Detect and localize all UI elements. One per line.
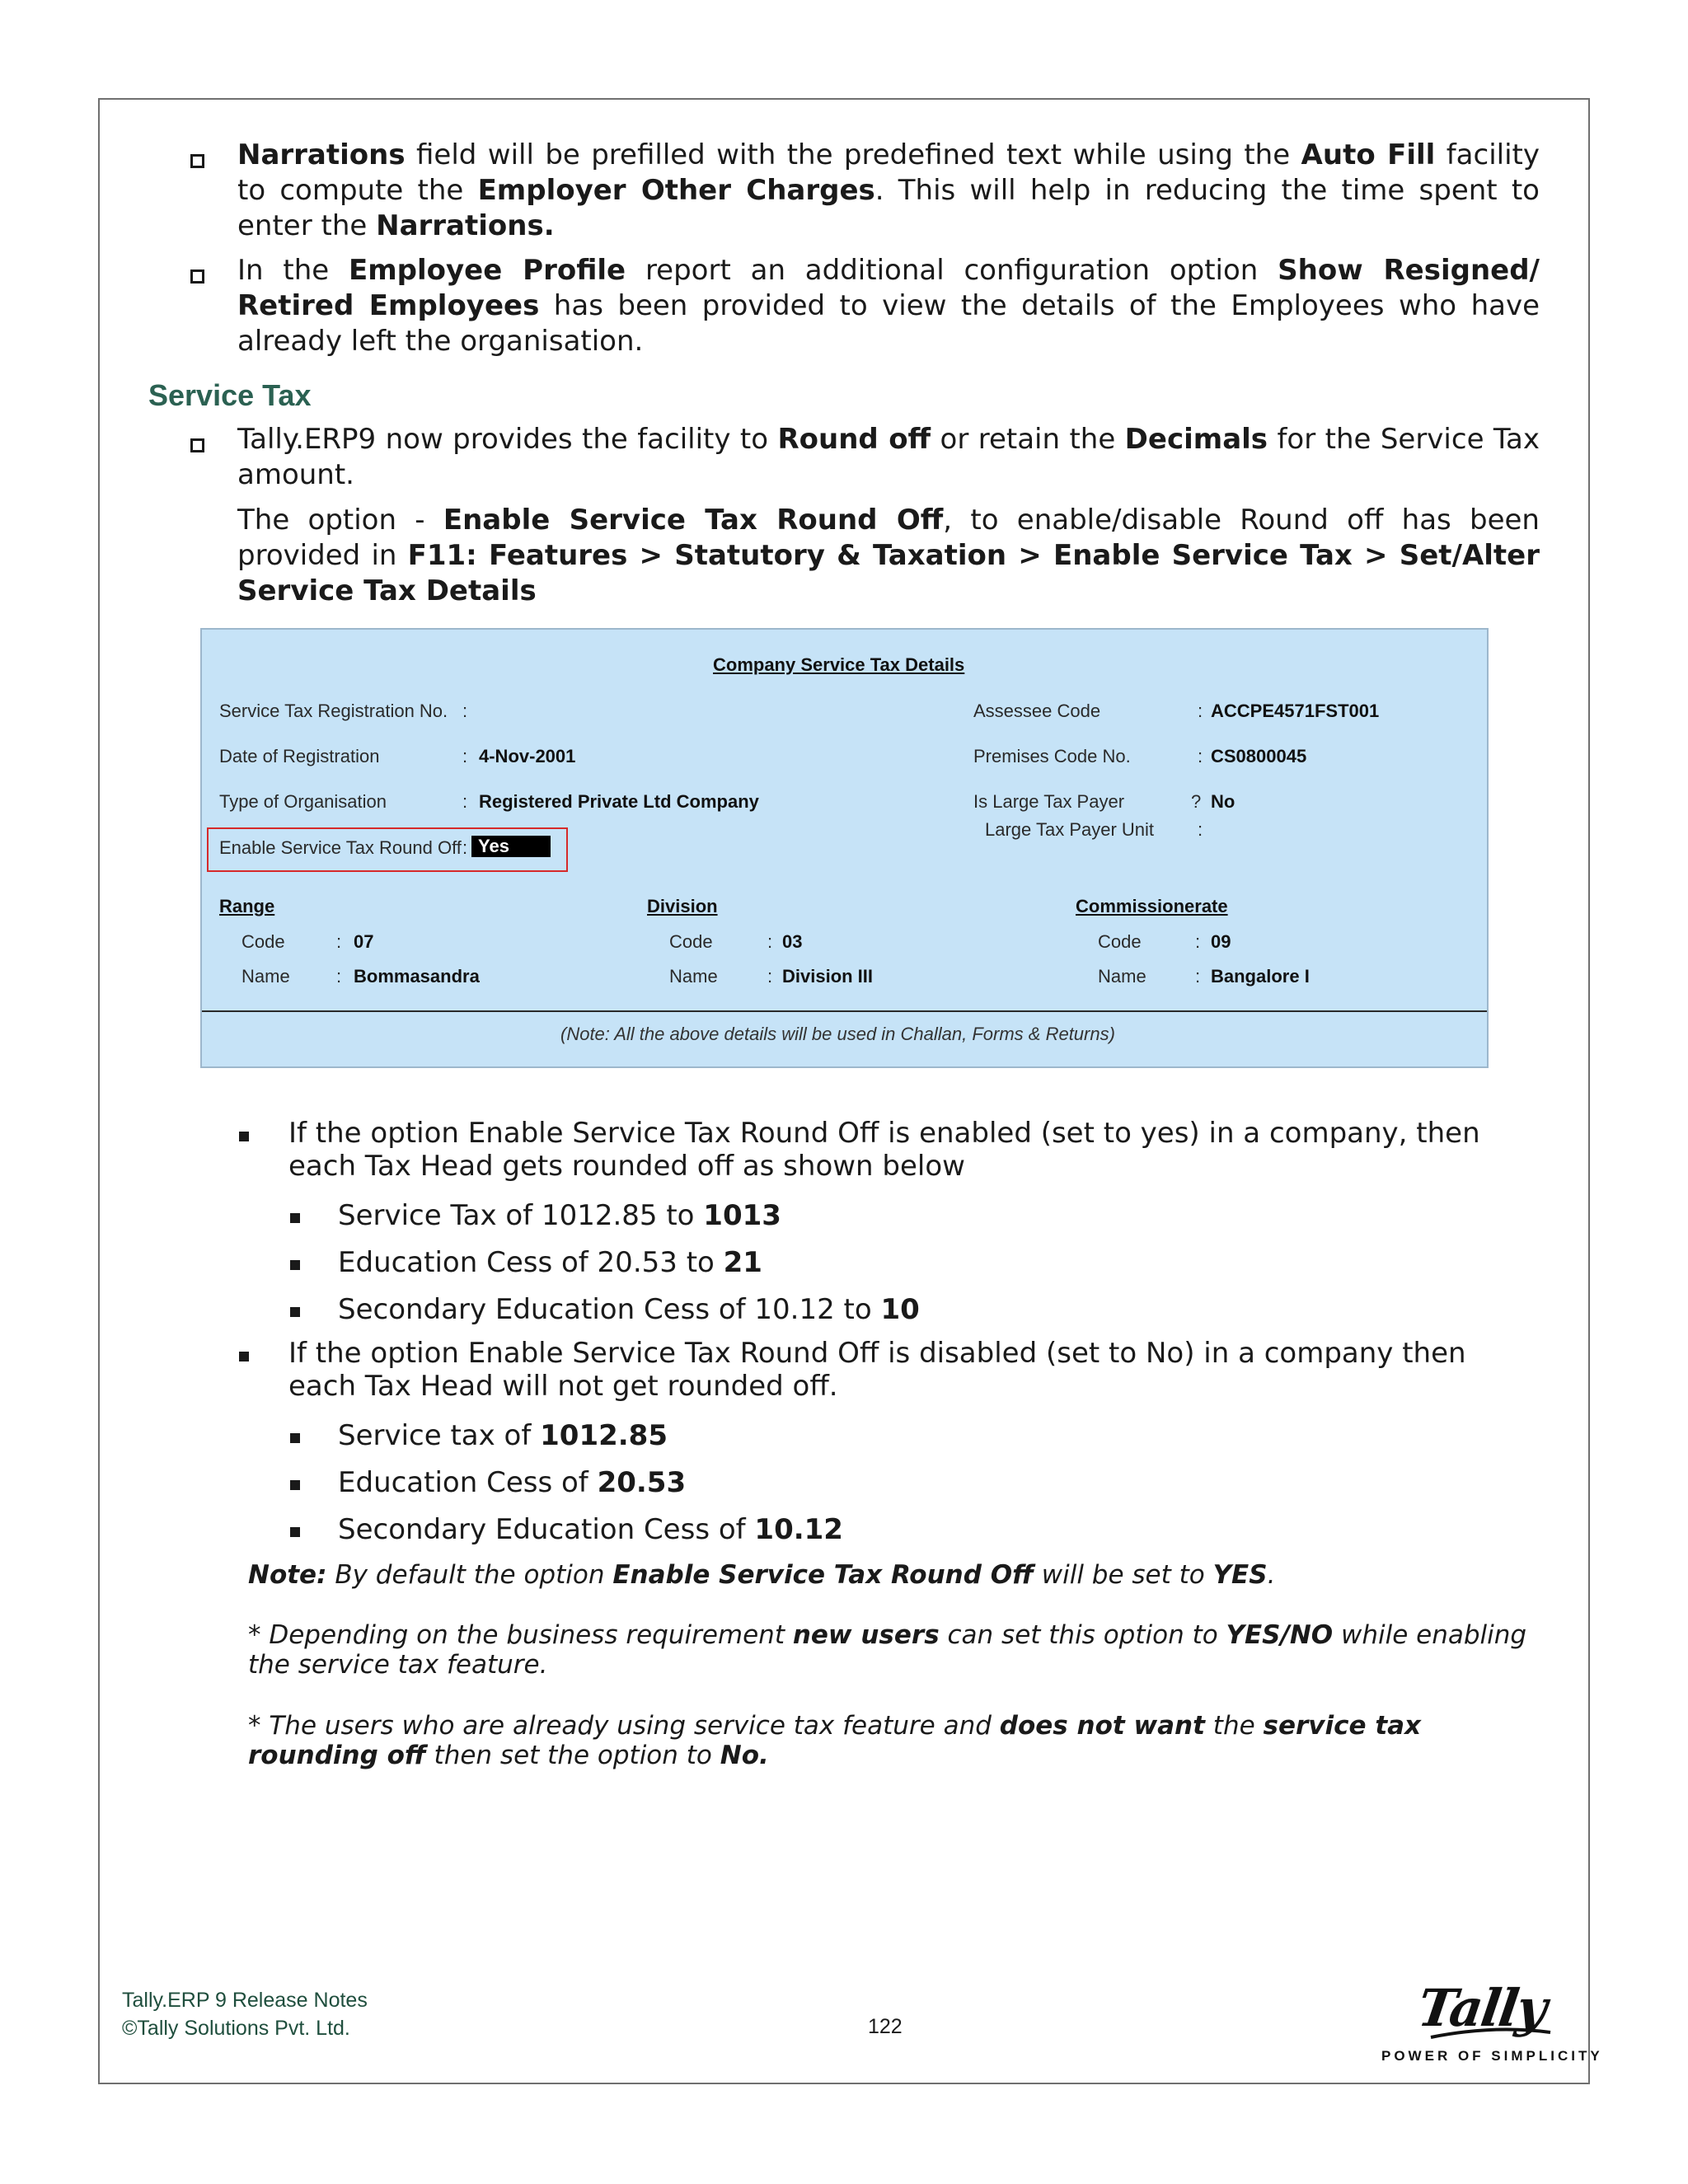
premises-label: Premises Code No. (973, 746, 1131, 766)
date-sep: : (462, 746, 468, 766)
range-code-label: Code (241, 931, 285, 952)
date-label: Date of Registration (219, 746, 380, 766)
bold-run: Note: (248, 1560, 327, 1590)
disabled-item-education-cess: Education Cess of 20.53 (338, 1466, 687, 1499)
bold-run: service tax rounding off (248, 1711, 1422, 1770)
text-run: * The users who are already using service tax feature and (248, 1711, 1000, 1741)
bold-run: Narrations. (376, 209, 555, 242)
text-run: report an additional configuration option (626, 254, 1278, 287)
bullet-marker (290, 1433, 300, 1443)
bullet-marker (290, 1260, 300, 1270)
logo-swoosh (1381, 1978, 1564, 2044)
text-run: By default the option (326, 1560, 613, 1590)
bold-run: F11: Features > Statutory & Taxation > Enable Service Tax > Set/Alter Service Tax Details (237, 539, 1540, 607)
text-run: The option - (237, 504, 443, 537)
page-number: 122 (868, 2015, 903, 2038)
large-payer-value: No (1211, 791, 1236, 812)
text-run: , to enable/disable Round off has been provided in (237, 504, 1540, 572)
bullet-narrations (237, 138, 1540, 244)
text-run: will be set to (1033, 1560, 1213, 1590)
range-code-value: 07 (354, 931, 374, 952)
date-value: 4-Nov-2001 (479, 746, 576, 766)
footer-left (122, 1986, 368, 2042)
screen-title: Company Service Tax Details (713, 654, 965, 675)
bold-run: YES/NO (1226, 1620, 1334, 1650)
division-name-label: Name (669, 966, 718, 987)
assessee-value: ACCPE4571FST001 (1211, 701, 1380, 721)
bold-run: No. (720, 1741, 769, 1770)
bullet-marker (239, 1352, 249, 1361)
range-title: Range (219, 896, 275, 916)
option-paragraph (237, 503, 1540, 609)
division-code-value: 03 (782, 931, 803, 952)
bullet-round-off (237, 422, 1540, 493)
comm-code-value: 09 (1211, 931, 1231, 952)
bold-run: Show Resigned/ Retired Employees (237, 254, 1540, 322)
text-run: can set this option to (939, 1620, 1226, 1650)
text-run: facility to compute the (237, 138, 1540, 207)
division-name-sep: : (767, 966, 773, 987)
logo-wordmark: Tally (1414, 1978, 1550, 2038)
enabled-item-education-cess: Education Cess of 20.53 to 21 (338, 1246, 762, 1279)
enabled-case-text: If the option Enable Service Tax Round Off is enabled (set to yes) in a company, then each Tax Head gets rounded off as shown below (288, 1117, 1480, 1183)
range-code-sep: : (336, 931, 342, 952)
round-off-label: Enable Service Tax Round Off (219, 837, 462, 858)
round-off-sep: : (462, 837, 468, 858)
bold-run: Employee Profile (349, 254, 626, 287)
note-existing-users (248, 1711, 1534, 1770)
comm-code-sep: : (1195, 931, 1201, 952)
bullet-marker (290, 1307, 300, 1317)
org-value: Registered Private Ltd Company (479, 791, 759, 812)
division-name-value: Division III (782, 966, 874, 987)
text-run: then set the option to (425, 1741, 720, 1770)
comm-name-label: Name (1098, 966, 1146, 987)
large-unit-sep: : (1198, 819, 1203, 840)
bold-run: new users (792, 1620, 940, 1650)
disabled-item-secondary-cess: Secondary Education Cess of 10.12 (338, 1513, 843, 1546)
disabled-item-service-tax: Service tax of 1012.85 (338, 1419, 668, 1452)
large-unit-label: Large Tax Payer Unit (985, 819, 1155, 840)
reg-no-label: Service Tax Registration No. (219, 701, 448, 721)
comm-name-value: Bangalore I (1211, 966, 1310, 987)
division-title: Division (647, 896, 718, 916)
bold-run: Enable Service Tax Round Off (612, 1560, 1034, 1590)
bullet-marker (290, 1480, 300, 1490)
bullet-marker (290, 1213, 300, 1223)
bullet-marker (290, 1527, 300, 1537)
text-run: has been provided to view the details of the Employees who have already left the organisation. (237, 289, 1540, 358)
commissionerate-title: Commissionerate (1076, 896, 1228, 916)
footer-title: Tally.ERP 9 Release Notes (122, 1989, 368, 2012)
screen-note: (Note: All the above details will be used in Challan, Forms & Returns) (560, 1024, 1115, 1044)
org-label: Type of Organisation (219, 791, 387, 812)
text-run: * Depending on the business requirement (248, 1620, 793, 1650)
range-name-sep: : (336, 966, 342, 987)
note-default (248, 1560, 1534, 1590)
bullet-marker (239, 1132, 249, 1141)
disabled-case-text: If the option Enable Service Tax Round Off is disabled (set to No) in a company then each Tax Head will not get rounded off. (288, 1337, 1466, 1403)
bold-run: Employer Other Charges (477, 174, 875, 207)
text-run: while enabling the service tax feature. (248, 1620, 1527, 1680)
text-run: the (1204, 1711, 1264, 1741)
assessee-label: Assessee Code (973, 701, 1101, 721)
comm-name-sep: : (1195, 966, 1201, 987)
bold-run: Round off (777, 423, 931, 456)
text-run: field will be prefilled with the predefined text while using the (405, 138, 1301, 171)
large-payer-label: Is Large Tax Payer (973, 791, 1125, 812)
large-payer-sep: ? (1191, 791, 1202, 812)
bold-run: does not want (999, 1711, 1205, 1741)
division-code-label: Code (669, 931, 713, 952)
page-frame (98, 98, 1590, 2084)
enabled-item-secondary-cess: Secondary Education Cess of 10.12 to 10 (338, 1293, 920, 1326)
company-service-tax-details-screen (200, 628, 1489, 1068)
screen-separator (202, 1010, 1487, 1012)
enabled-item-service-tax: Service Tax of 1012.85 to 1013 (338, 1199, 781, 1232)
premises-value: CS0800045 (1211, 746, 1307, 766)
comm-code-label: Code (1098, 931, 1142, 952)
bullet-marker (190, 269, 204, 284)
text-run: In the (237, 254, 349, 287)
range-name-value: Bommasandra (354, 966, 480, 987)
range-name-label: Name (241, 966, 290, 987)
text-run: for the Service Tax amount. (237, 423, 1540, 491)
round-off-value[interactable]: Yes (471, 836, 551, 857)
bold-run: Enable Service Tax Round Off (443, 504, 944, 537)
bullet-employee-profile (237, 253, 1540, 359)
text-run: . (1267, 1560, 1276, 1590)
bold-run: Narrations (237, 138, 406, 171)
bold-run: Decimals (1124, 423, 1268, 456)
logo-tagline: POWER OF SIMPLICITY (1381, 2048, 1603, 2064)
bullet-marker (190, 438, 204, 452)
premises-sep: : (1198, 746, 1203, 766)
text-run: Tally.ERP9 now provides the facility to (237, 423, 778, 456)
bold-run: YES (1212, 1560, 1268, 1590)
assessee-sep: : (1198, 701, 1203, 721)
tally-logo (1381, 1978, 1603, 2069)
org-sep: : (462, 791, 468, 812)
text-run: . This will help in reducing the time spent to enter the (237, 174, 1540, 242)
text-run: or retain the (931, 423, 1125, 456)
section-heading: Service Tax (148, 378, 312, 412)
division-code-sep: : (767, 931, 773, 952)
note-new-users (248, 1620, 1534, 1680)
bold-run: Auto Fill (1301, 138, 1436, 171)
bullet-marker (190, 154, 204, 168)
reg-no-sep: : (462, 701, 468, 721)
footer-copyright: ©Tally Solutions Pvt. Ltd. (122, 2017, 350, 2040)
